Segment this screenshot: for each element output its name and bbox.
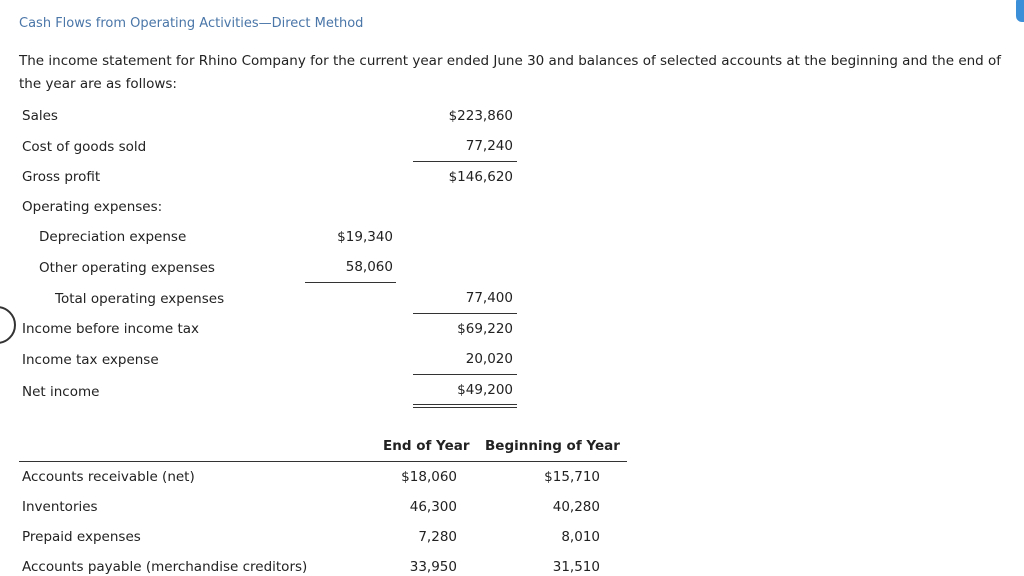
balance-row-end: $18,060 xyxy=(401,469,457,485)
end-of-year-header: End of Year xyxy=(383,438,470,454)
balance-row-label: Inventories xyxy=(22,499,98,515)
balance-row-end: 7,280 xyxy=(418,529,457,545)
total-opex-value: 77,400 xyxy=(465,290,513,306)
net-income-value: $49,200 xyxy=(457,382,513,398)
balance-row-label: Accounts payable (merchandise creditors) xyxy=(22,559,308,575)
income-before-tax-value: $69,220 xyxy=(457,321,513,337)
balance-row-label: Prepaid expenses xyxy=(22,529,141,545)
balance-row-end: 46,300 xyxy=(409,499,457,515)
beginning-of-year-header: Beginning of Year xyxy=(485,438,620,454)
net-income-label: Net income xyxy=(22,384,100,400)
cogs-underline xyxy=(413,161,517,162)
income-tax-label: Income tax expense xyxy=(22,352,159,368)
opex-underline xyxy=(305,282,396,283)
other-opex-value: 58,060 xyxy=(345,259,393,275)
operating-expenses-label: Operating expenses: xyxy=(22,199,163,215)
other-opex-label: Other operating expenses xyxy=(39,260,215,276)
balance-row-beginning: 31,510 xyxy=(552,559,600,575)
cogs-label: Cost of goods sold xyxy=(22,139,147,155)
balance-row-label: Accounts receivable (net) xyxy=(22,469,195,485)
intro-paragraph: The income statement for Rhino Company for the current year ended June 30 and balances of selected accounts at the beginning and the end of the year are as follows: xyxy=(19,53,1002,92)
cogs-value: 77,240 xyxy=(465,138,513,154)
balance-row-beginning: 8,010 xyxy=(561,529,600,545)
scroll-tab-indicator[interactable] xyxy=(1016,0,1024,22)
gross-profit-value: $146,620 xyxy=(448,169,513,185)
total-opex-label: Total operating expenses xyxy=(55,291,225,307)
sales-value: $223,860 xyxy=(448,108,513,124)
total-opex-underline xyxy=(413,313,517,314)
depreciation-value: $19,340 xyxy=(337,229,393,245)
balances-header-rule xyxy=(19,461,627,462)
income-before-tax-label: Income before income tax xyxy=(22,321,199,337)
depreciation-label: Depreciation expense xyxy=(39,229,187,245)
balance-row-beginning: $15,710 xyxy=(544,469,600,485)
balance-row-end: 33,950 xyxy=(409,559,457,575)
sales-label: Sales xyxy=(22,108,58,124)
page-title: Cash Flows from Operating Activities—Direct Method xyxy=(19,16,364,31)
income-tax-value: 20,020 xyxy=(465,351,513,367)
gross-profit-label: Gross profit xyxy=(22,169,101,185)
income-tax-underline xyxy=(413,374,517,375)
circle-marker-icon xyxy=(0,306,16,344)
balance-row-beginning: 40,280 xyxy=(552,499,600,515)
net-income-double-underline xyxy=(413,404,517,408)
